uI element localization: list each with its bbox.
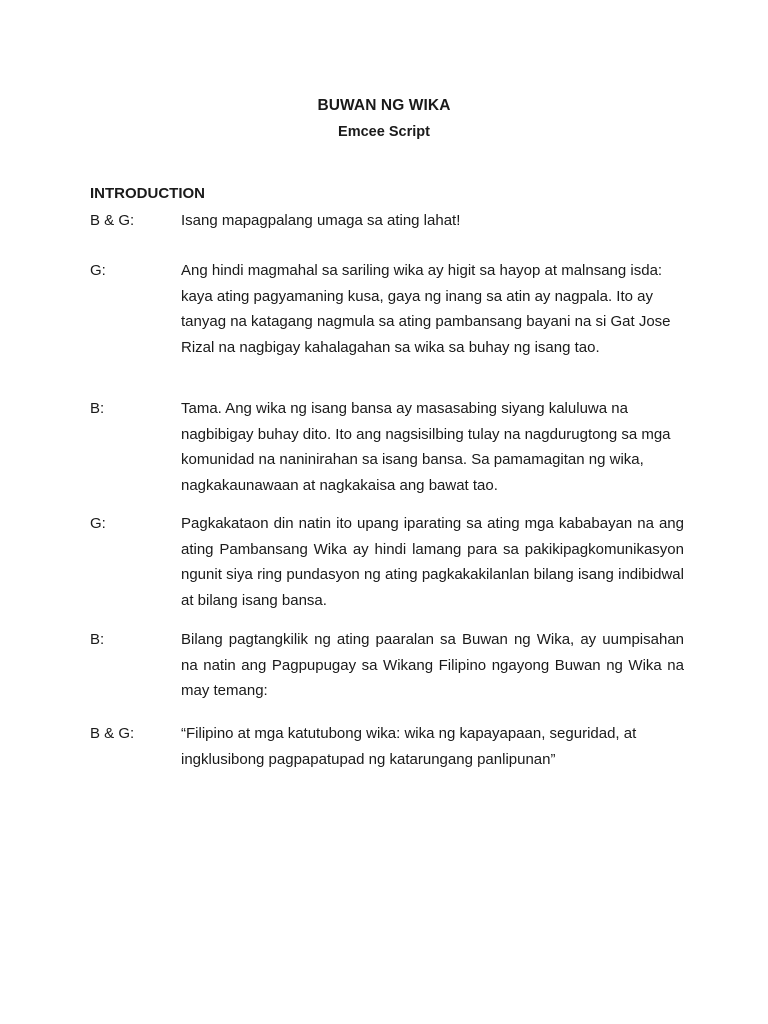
speech-text: Bilang pagtangkilik ng ating paaralan sa Buwan ng Wika, ay uumpisahan na natin ang Pagpupugay sa Wikang Filipino ngayong Buwan ng Wika na may temang: bbox=[181, 631, 684, 699]
speech-text: Isang mapagpalang umaga sa ating lahat! bbox=[181, 212, 461, 229]
document-subtitle: Emcee Script bbox=[338, 124, 430, 140]
speech-text: Tama. Ang wika ng isang bansa ay masasabing siyang kaluluwa na nagbibigay buhay dito. Ito ang nagsisilbing tulay na nagdurugtong sa mga komunidad na naninirahan sa isang bansa. Sa pamamagitan ng wika, nagkakaunawaan at nagkakaisa ang bawat tao. bbox=[181, 400, 671, 494]
speaker-label: B & G: bbox=[90, 212, 135, 229]
speaker-label: B & G: bbox=[90, 725, 135, 742]
speech-text: “Filipino at mga katutubong wika: wika ng kapayapaan, seguridad, at ingklusibong pagpapatupad ng katarungang panlipunan” bbox=[181, 725, 637, 768]
speech-text: Pagkakataon din natin ito upang iparating sa ating mga kababayan na ang ating Pambansang Wika ay hindi lamang para sa pakikipagkomunikasyon ngunit siya ring pundasyon ng ating pagkakakilanlan bilang isang indibidwal at bilang isang bansa. bbox=[181, 515, 684, 609]
document-title: BUWAN NG WIKA bbox=[317, 97, 451, 114]
speaker-label: G: bbox=[90, 262, 106, 279]
speaker-label: B: bbox=[90, 400, 105, 417]
speech-text: Ang hindi magmahal sa sariling wika ay higit sa hayop at malnsang isda: kaya ating pagyamaning kusa, gaya ng inang sa atin ay nagpala. Ito ay tanyag na katagang nagmula sa ating pambansang bayani na si Gat Jose Rizal na nagbigay kahalagahan sa wika sa buhay ng isang tao. bbox=[181, 262, 671, 356]
speaker-label: G: bbox=[90, 515, 106, 532]
speaker-label: B: bbox=[90, 631, 105, 648]
section-heading: INTRODUCTION bbox=[90, 185, 205, 202]
